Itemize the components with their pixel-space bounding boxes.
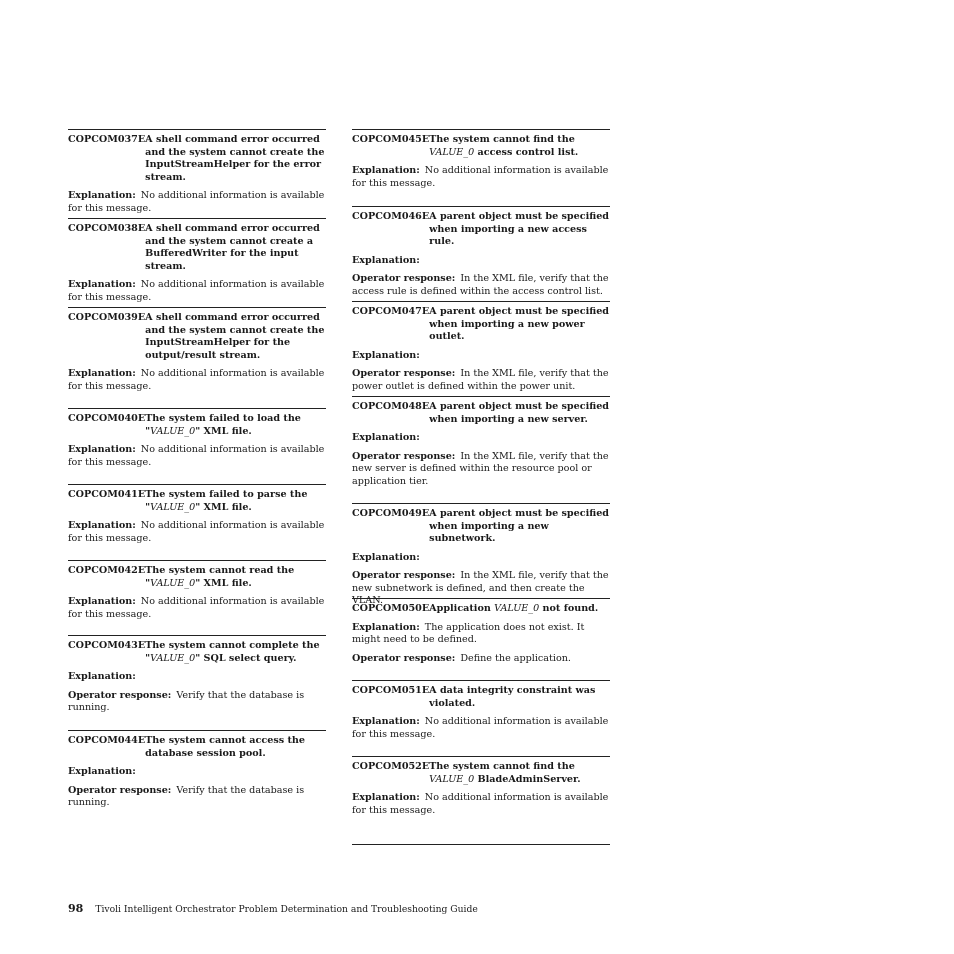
explanation: Explanation: No additional information is available for this message. <box>68 444 325 468</box>
explanation: Explanation: No additional information is available for this message. <box>68 279 325 303</box>
explanation: Explanation: <box>352 551 420 563</box>
variable-placeholder: VALUE_0 <box>150 652 196 664</box>
variable-placeholder: VALUE_0 <box>150 425 196 437</box>
explanation: Explanation: No additional information is available for this message. <box>68 368 325 392</box>
message-entry <box>352 396 610 503</box>
explanation: Explanation: <box>352 349 420 361</box>
message-entry <box>68 129 326 218</box>
explanation: Explanation: No additional information is available for this message. <box>68 520 325 544</box>
message-entry <box>68 218 326 307</box>
explanation: Explanation: <box>352 254 420 266</box>
variable-placeholder: VALUE_0 <box>150 501 196 513</box>
message-title: A shell command error occurred and the system cannot create a BufferedWriter for the input stream. <box>145 223 320 272</box>
message-title: The system cannot access the database session pool. <box>145 735 305 759</box>
message-entry <box>68 730 326 810</box>
message-code: COPCOM043E <box>68 640 146 651</box>
message-code: COPCOM040E <box>68 413 146 424</box>
message-title: The system cannot find the VALUE_0 BladeAdminServer. <box>429 761 581 785</box>
message-entry <box>68 307 326 408</box>
message-title: A parent object must be specified when importing a new power outlet. <box>429 306 610 342</box>
message-title: A shell command error occurred and the system cannot create the InputStreamHelper for the output/result stream. <box>145 312 325 361</box>
variable-placeholder: VALUE_0 <box>429 773 475 785</box>
message-entry <box>68 635 326 730</box>
message-title: The system cannot complete the "VALUE_0" SQL select query. <box>145 640 320 664</box>
message-code: COPCOM051E <box>352 685 430 696</box>
explanation: Explanation: No additional information is available for this message. <box>352 165 609 189</box>
explanation: Explanation: No additional information is available for this message. <box>68 596 325 620</box>
operator-response: Operator response: In the XML file, verify that the new server is defined within the resource pool or application tier. <box>352 450 609 487</box>
explanation: Explanation: No additional information is available for this message. <box>352 716 609 740</box>
message-entry <box>68 560 326 635</box>
explanation: Explanation: <box>352 432 420 443</box>
left-column <box>68 129 326 810</box>
message-code: COPCOM039E <box>68 312 146 323</box>
message-title: The system failed to load the "VALUE_0" XML file. <box>145 413 301 437</box>
page-footer <box>68 902 478 915</box>
explanation: Explanation: <box>68 671 136 682</box>
operator-response: Operator response: Define the application. <box>352 652 571 664</box>
message-title: A shell command error occurred and the system cannot create the InputStreamHelper for the error stream. <box>145 134 325 183</box>
message-title: A parent object must be specified when importing a new server. <box>429 401 610 425</box>
message-code: COPCOM050E <box>352 603 430 614</box>
right-column <box>352 129 610 845</box>
variable-placeholder: VALUE_0 <box>494 603 540 614</box>
message-entry <box>352 129 610 206</box>
message-entry <box>352 680 610 756</box>
message-code: COPCOM038E <box>68 223 146 234</box>
message-code: COPCOM044E <box>68 735 146 746</box>
explanation: Explanation: <box>68 766 136 777</box>
message-title: A parent object must be specified when importing a new subnetwork. <box>429 508 610 544</box>
message-title: The system cannot find the VALUE_0 access control list. <box>429 134 579 158</box>
message-entry <box>352 503 610 606</box>
message-title: A data integrity constraint was violated. <box>429 685 596 709</box>
message-entry <box>352 206 610 301</box>
message-code: COPCOM049E <box>352 508 430 519</box>
message-title: The system cannot read the "VALUE_0" XML file. <box>145 565 295 589</box>
message-code: COPCOM042E <box>68 565 146 576</box>
message-code: COPCOM041E <box>68 489 146 500</box>
message-title: A parent object must be specified when importing a new access rule. <box>429 211 610 247</box>
variable-placeholder: VALUE_0 <box>429 146 475 158</box>
explanation: Explanation: The application does not exist. It might need to be defined. <box>352 621 585 645</box>
message-code: COPCOM037E <box>68 134 146 145</box>
operator-response: Operator response: Verify that the database is running. <box>68 784 305 808</box>
message-entry <box>352 756 610 844</box>
message-entry <box>352 598 610 680</box>
message-code: COPCOM047E <box>352 306 430 317</box>
explanation: Explanation: No additional information is available for this message. <box>352 792 609 816</box>
operator-response: Operator response: In the XML file, verify that the access rule is defined within the access control list. <box>352 273 609 297</box>
operator-response: Operator response: Verify that the database is running. <box>68 689 305 713</box>
page-number: 98 <box>68 902 84 915</box>
operator-response: Operator response: In the XML file, verify that the new subnetwork is defined, and then create the VLAN. <box>352 570 609 606</box>
message-title: The system failed to parse the "VALUE_0" XML file. <box>145 489 308 513</box>
message-code: COPCOM046E <box>352 211 430 222</box>
message-title: Application VALUE_0 not found. <box>429 603 599 614</box>
message-code: COPCOM045E <box>352 134 430 145</box>
message-entry <box>68 408 326 484</box>
message-entry <box>352 301 610 396</box>
column-end-rule <box>352 844 610 845</box>
message-code: COPCOM052E <box>352 761 430 772</box>
message-code: COPCOM048E <box>352 401 430 412</box>
variable-placeholder: VALUE_0 <box>150 577 196 589</box>
explanation: Explanation: No additional information is available for this message. <box>68 190 325 214</box>
operator-response: Operator response: In the XML file, verify that the power outlet is defined within the power unit. <box>352 368 609 392</box>
message-entry <box>68 484 326 560</box>
book-title: Tivoli Intelligent Orchestrator Problem Determination and Troubleshooting Guide <box>95 904 478 915</box>
